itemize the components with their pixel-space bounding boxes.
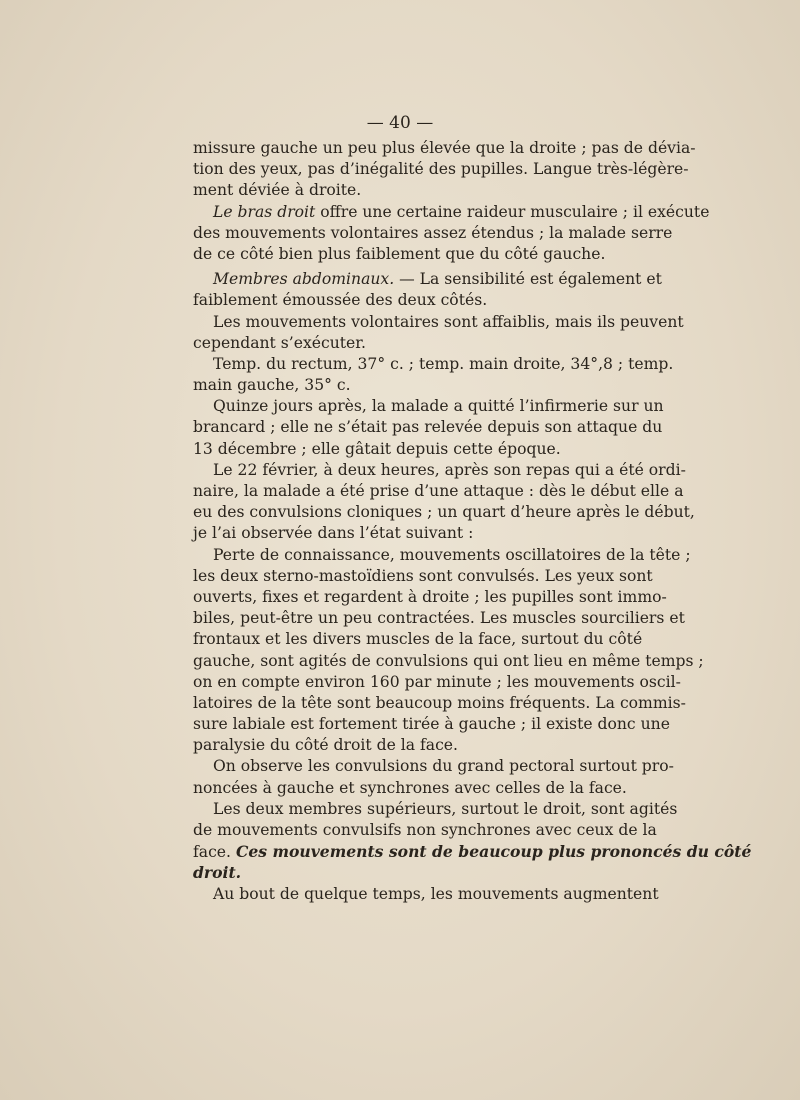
- text-line: [193, 460, 686, 481]
- text-run: main gauche, 35° c.: [193, 376, 351, 395]
- text-run: cependant s’exécuter.: [193, 333, 366, 352]
- text-run: missure gauche un peu plus élevée que la droite ; pas de dévia-: [193, 139, 696, 157]
- text-run: sure labiale est fortement tirée à gauche ; il existe donc une: [193, 715, 670, 734]
- text-line: [193, 862, 639, 883]
- text-line: [193, 523, 639, 544]
- text-line: [193, 778, 639, 799]
- text-line: [193, 417, 663, 438]
- text-line: [193, 799, 678, 820]
- text-run: faiblement émoussée des deux côtés.: [193, 291, 488, 310]
- text-run: frontaux et les divers muscles de la face, surtout du côté: [193, 630, 643, 649]
- text-run: ouverts, fixes et regardent à droite ; les pupilles sont immo-: [193, 587, 667, 606]
- text-line: [193, 820, 657, 841]
- text-line: [193, 651, 704, 672]
- text-line: [193, 138, 696, 159]
- text-line: [193, 545, 691, 566]
- text-line: [193, 693, 686, 714]
- text-line: [193, 714, 670, 735]
- text-line: [193, 502, 695, 523]
- text-run: tion des yeux, pas d’inégalité des pupilles. Langue très-légère-: [193, 160, 689, 179]
- text-line: [193, 312, 684, 333]
- text-line: [193, 375, 639, 396]
- text-run: noncées à gauche et synchrones avec celles de la face.: [193, 778, 627, 797]
- text-run: les deux sterno-mastoïdiens sont convulsés. Les yeux sont: [193, 566, 653, 585]
- text-run: Temp. du rectum, 37° c. ; temp. main droite, 34°,8 ; temp.: [213, 354, 674, 373]
- text-run: naire, la malade a été prise d’une attaque : dès le début elle a: [193, 482, 684, 500]
- text-run: Au bout de quelque temps, les mouvements augmentent: [213, 884, 659, 903]
- text-line: [193, 159, 689, 180]
- text-run: Membres abdominaux.: [213, 270, 395, 289]
- text-line: [193, 841, 752, 862]
- text-line: [193, 269, 662, 290]
- text-run: 13 décembre ; elle gâtait depuis cette époque.: [193, 439, 561, 458]
- text-run: Le 22 février, à deux heures, après son repas qui a été ordi-: [213, 460, 686, 479]
- text-run: On observe les convulsions du grand pectoral surtout pro-: [213, 757, 674, 776]
- text-line: [193, 396, 664, 417]
- text-run: ment déviée à droite.: [193, 181, 362, 200]
- text-line: [193, 290, 639, 311]
- text-run: Les deux membres supérieurs, surtout le droit, sont agités: [213, 799, 678, 818]
- text-run: Les mouvements volontaires sont affaiblis, mais ils peuvent: [213, 312, 684, 331]
- text-line: [193, 735, 639, 756]
- text-run: gauche, sont agités de convulsions qui ont lieu en même temps ;: [193, 651, 704, 670]
- text-run: brancard ; elle ne s’était pas relevée depuis son attaque du: [193, 418, 663, 437]
- text-run: Quinze jours après, la malade a quitté l’infirmerie sur un: [213, 397, 664, 416]
- text-run: droit.: [193, 863, 242, 883]
- text-line: [193, 608, 685, 629]
- text-line: [193, 439, 639, 460]
- text-line: [193, 587, 667, 608]
- text-run: eu des convulsions cloniques ; un quart d’heure après le début,: [193, 503, 695, 522]
- text-run: de mouvements convulsifs non synchrones avec ceux de la: [193, 821, 657, 839]
- text-run: on en compte environ 160 par minute ; les mouvements oscil-: [193, 672, 681, 691]
- text-run: face.: [193, 843, 236, 862]
- text-run: Le bras droit: [213, 202, 316, 221]
- page-number: — 40 —: [366, 113, 434, 133]
- text-run: Ces mouvements sont de beaucoup plus prononcés du côté: [235, 842, 752, 862]
- text-run: de ce côté bien plus faiblement que du côté gauche.: [193, 244, 606, 263]
- text-line: [193, 202, 710, 223]
- text-line: [193, 244, 639, 265]
- text-line: [193, 180, 639, 201]
- text-run: paralysie du côté droit de la face.: [193, 736, 458, 755]
- text-line: [193, 672, 681, 693]
- text-run: des mouvements volontaires assez étendus ; la malade serre: [193, 223, 673, 242]
- text-line: [193, 481, 684, 502]
- text-line: [193, 629, 643, 650]
- text-line: [193, 884, 659, 905]
- body-text: [193, 138, 752, 905]
- text-run: — La sensibilité est également et: [394, 270, 662, 289]
- text-run: latoires de la tête sont beaucoup moins fréquents. La commis-: [193, 693, 686, 712]
- text-run: offre une certaine raideur musculaire ; il exécute: [315, 202, 710, 221]
- text-line: [193, 223, 673, 244]
- text-run: Perte de connaissance, mouvements oscillatoires de la tête ;: [213, 545, 691, 564]
- text-line: [193, 333, 639, 354]
- text-run: je l’ai observée dans l’état suivant :: [193, 524, 474, 543]
- text-run: biles, peut-être un peu contractées. Les muscles sourciliers et: [193, 609, 685, 628]
- text-line: [193, 566, 653, 587]
- text-line: [193, 756, 674, 777]
- text-line: [193, 354, 674, 375]
